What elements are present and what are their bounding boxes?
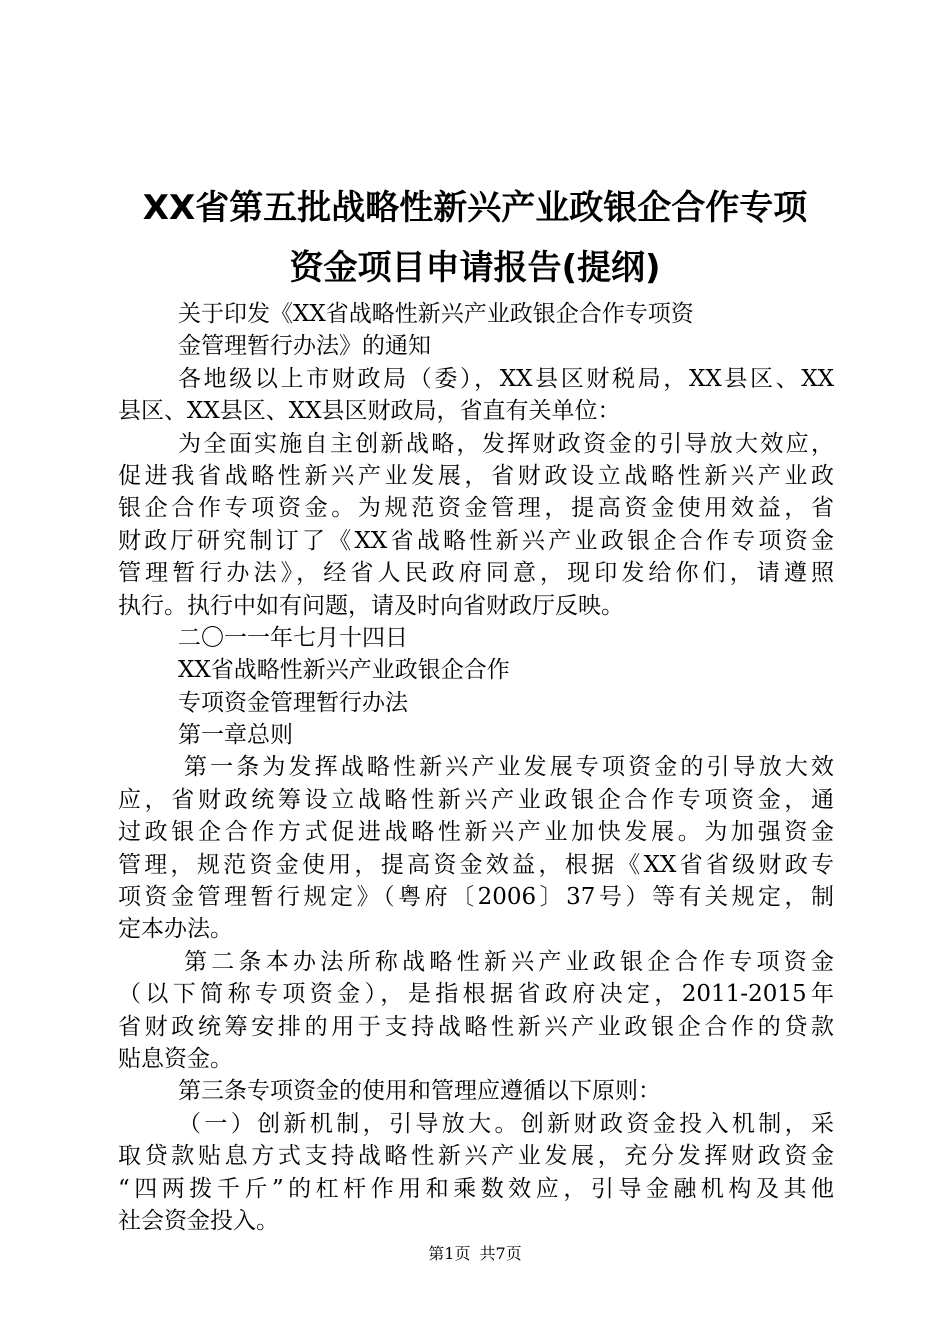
body-line: 第二条本办法所称战略性新兴产业政银企合作专项资金 — [184, 948, 834, 975]
body-line: （以下简称专项资金），是指根据省政府决定，2011-2015年 — [118, 981, 834, 1008]
body-line: 为全面实施自主创新战略，发挥财政资金的引导放大效应， — [178, 430, 834, 457]
page-total: 共7页 — [479, 1244, 522, 1263]
body-line: 贴息资金。 — [118, 1045, 233, 1072]
body-line: 金管理暂行办法》的通知 — [178, 333, 431, 360]
body-line: 第一条为发挥战略性新兴产业发展专项资金的引导放大效 — [184, 754, 834, 781]
body-line: 第三条专项资金的使用和管理应遵循以下原则： — [178, 1078, 661, 1105]
body-line: 县区、XX县区、XX县区财政局，省直有关单位： — [118, 398, 621, 425]
body-line: 财政厅研究制订了《XX省战略性新兴产业政银企合作专项资金 — [118, 527, 834, 554]
body-line: 项资金管理暂行规定》（粤府〔2006〕37号）等有关规定，制 — [118, 884, 834, 911]
body-line: 定本办法。 — [118, 916, 233, 943]
body-line: 省财政统筹安排的用于支持战略性新兴产业政银企合作的贷款 — [118, 1013, 834, 1040]
body-line: 各地级以上市财政局（委），XX县区财税局，XX县区、XX — [178, 365, 834, 392]
body-line: 关于印发《XX省战略性新兴产业政银企合作专项资 — [178, 301, 694, 327]
body-line: 过政银企合作方式促进战略性新兴产业加快发展。为加强资金 — [118, 819, 834, 846]
body-line: （一）创新机制，引导放大。创新财政资金投入机制，采 — [178, 1110, 834, 1137]
document-title-line-2: 资金项目申请报告(提纲) — [289, 248, 661, 288]
document-title-line-1: XX省第五批战略性新兴产业政银企合作专项 — [142, 188, 808, 228]
body-line: 应，省财政统筹设立战略性新兴产业政银企合作专项资金，通 — [118, 786, 834, 813]
page-footer — [0, 1244, 950, 1264]
document-body — [118, 298, 834, 1237]
body-line: 促进我省战略性新兴产业发展，省财政设立战略性新兴产业政 — [118, 462, 834, 489]
body-line: 专项资金管理暂行办法 — [178, 689, 408, 716]
body-line: 银企合作专项资金。为规范资金管理，提高资金使用效益，省 — [118, 495, 834, 522]
body-line: 社会资金投入。 — [118, 1207, 279, 1234]
body-line: “四两拨千斤”的杠杆作用和乘数效应，引导金融机构及其他 — [118, 1175, 834, 1202]
body-line: 取贷款贴息方式支持战略性新兴产业发展，充分发挥财政资金 — [118, 1143, 834, 1170]
body-line: XX省战略性新兴产业政银企合作 — [178, 657, 510, 684]
body-line: 二〇一一年七月十四日 — [178, 624, 408, 651]
body-line: 第一章总则 — [178, 722, 293, 749]
page-number: 第1页 — [428, 1244, 471, 1263]
body-line: 管理暂行办法》，经省人民政府同意，现印发给你们，请遵照 — [118, 560, 834, 587]
body-line: 管理，规范资金使用，提高资金效益，根据《XX省省级财政专 — [118, 851, 834, 878]
body-line: 执行。执行中如有问题，请及时向省财政厅反映。 — [118, 592, 624, 619]
